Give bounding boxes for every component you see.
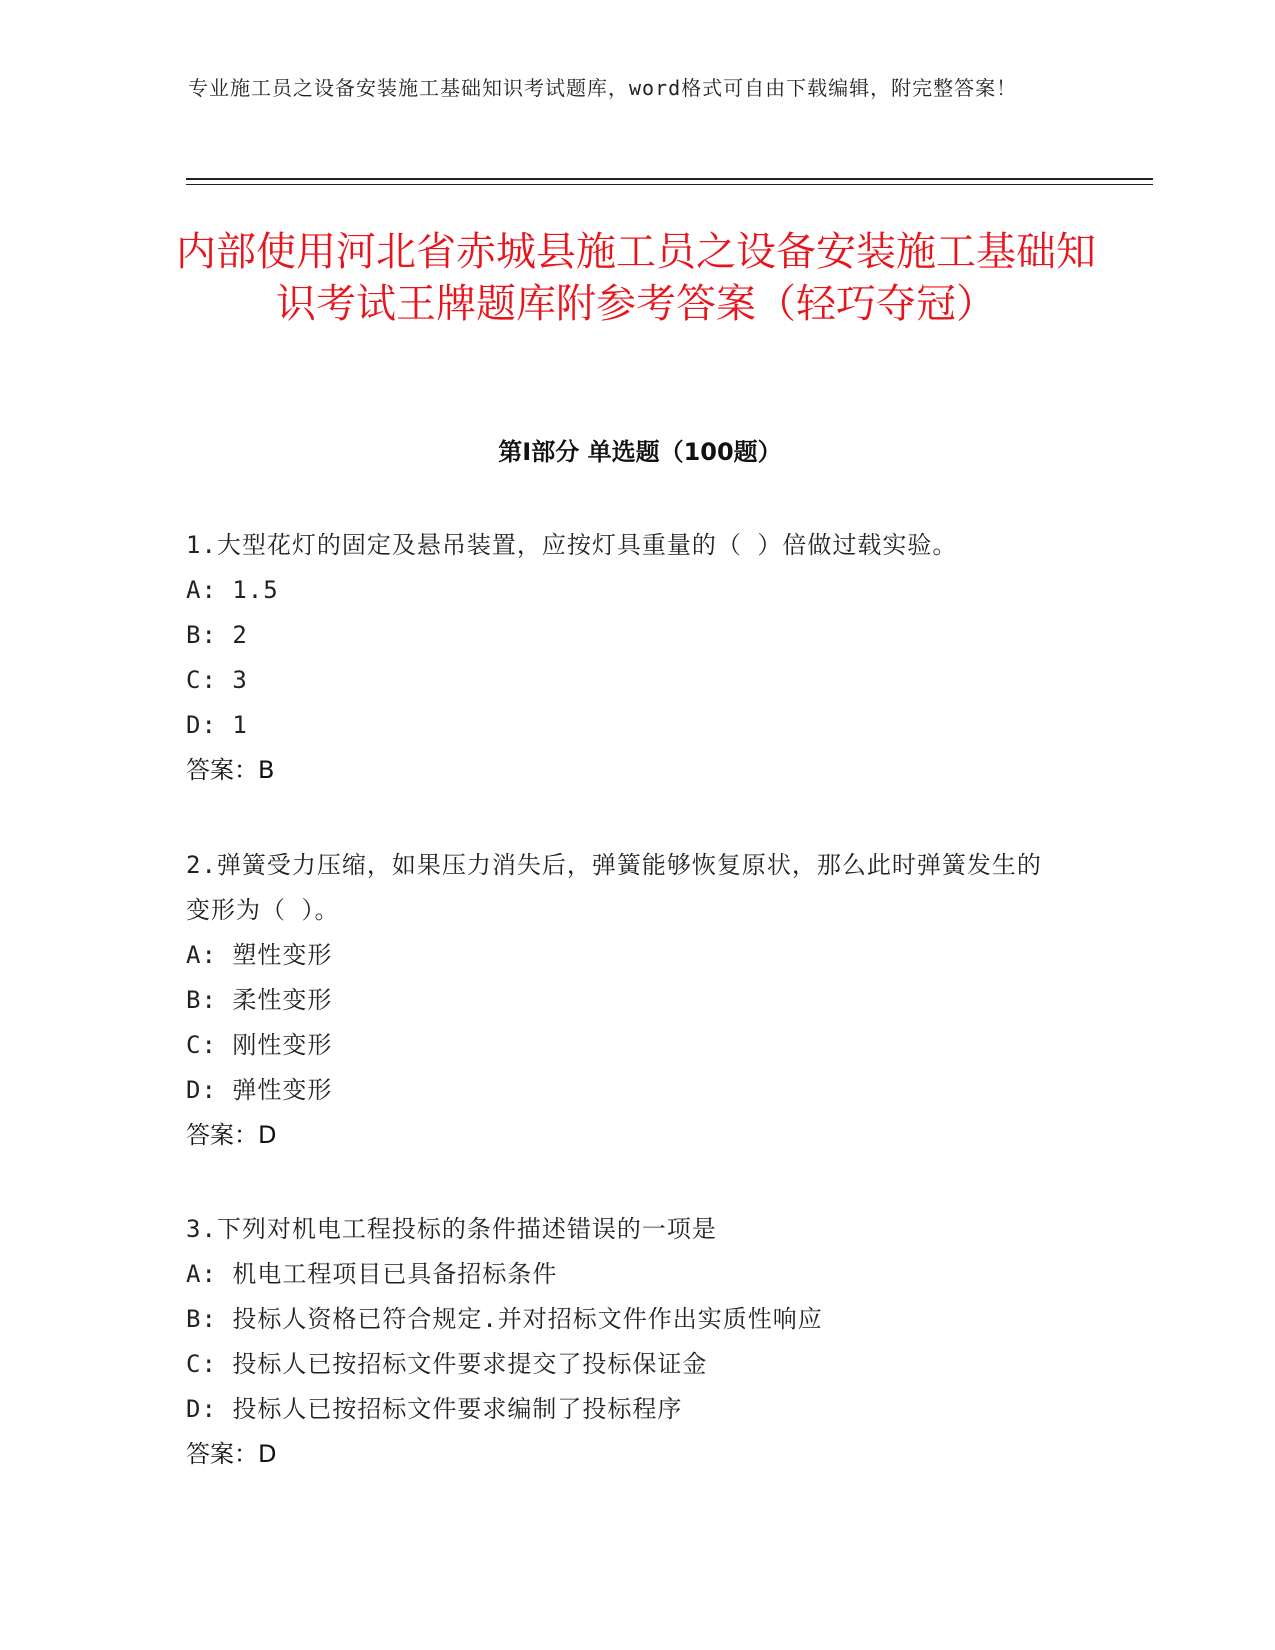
option-text: 柔性变形 <box>232 986 333 1014</box>
option-text: 投标人已按招标文件要求提交了投标保证金 <box>232 1350 708 1378</box>
answer-line: 答案：D <box>186 1121 277 1149</box>
option-letter: B: <box>186 1305 217 1333</box>
option-letter: B: <box>186 621 217 649</box>
option-text: 机电工程项目已具备招标条件 <box>232 1260 558 1288</box>
header-rule-thick <box>186 178 1153 180</box>
option-text: 投标人资格已符合规定.并对招标文件作出实质性响应 <box>232 1305 823 1333</box>
option-d <box>186 1387 1066 1432</box>
option-text: 2 <box>232 621 248 649</box>
section-heading: 第Ⅰ部分 单选题（100题） <box>498 438 782 466</box>
option-letter: A: <box>186 941 217 969</box>
option-letter: D: <box>186 1076 217 1104</box>
question-stem: 2.弹簧受力压缩，如果压力消失后，弹簧能够恢复原状，那么此时弹簧发生的变形为（ ）。 <box>186 851 1042 924</box>
option-text: 刚性变形 <box>232 1031 333 1059</box>
question-stem: 3.下列对机电工程投标的条件描述错误的一项是 <box>186 1215 717 1243</box>
answer-line: 答案：D <box>186 1440 277 1468</box>
option-text: 3 <box>232 666 248 694</box>
option-a <box>186 1252 1066 1297</box>
question-stem: 1.大型花灯的固定及悬吊装置，应按灯具重量的（ ）倍做过载实验。 <box>186 531 958 559</box>
option-letter: D: <box>186 1395 217 1423</box>
option-letter: A: <box>186 576 217 604</box>
question-2 <box>186 843 1066 1158</box>
answer-line: 答案：B <box>186 756 275 784</box>
option-letter: C: <box>186 666 217 694</box>
option-letter: C: <box>186 1350 217 1378</box>
header-note: 专业施工员之设备安装施工基础知识考试题库，word格式可自由下载编辑，附完整答案！ <box>188 76 1018 100</box>
option-d <box>186 703 1066 748</box>
option-letter: B: <box>186 986 217 1014</box>
option-a <box>186 568 1066 613</box>
option-c <box>186 1342 1066 1387</box>
option-b <box>186 978 1066 1023</box>
option-d <box>186 1068 1066 1113</box>
option-a <box>186 933 1066 978</box>
option-letter: C: <box>186 1031 217 1059</box>
option-text: 弹性变形 <box>232 1076 333 1104</box>
option-c <box>186 658 1066 703</box>
option-c <box>186 1023 1066 1068</box>
option-text: 塑性变形 <box>232 941 333 969</box>
document-title: 内部使用河北省赤城县施工员之设备安装施工基础知识考试王牌题库附参考答案（轻巧夺冠） <box>176 229 1096 327</box>
option-b <box>186 1297 1066 1342</box>
option-text: 投标人已按招标文件要求编制了投标程序 <box>232 1395 683 1423</box>
question-1 <box>186 523 1066 793</box>
option-b <box>186 613 1066 658</box>
option-text: 1.5 <box>232 576 279 604</box>
option-letter: A: <box>186 1260 217 1288</box>
option-text: 1 <box>232 711 248 739</box>
header-rule-thin <box>186 184 1153 185</box>
question-3 <box>186 1207 1066 1477</box>
option-letter: D: <box>186 711 217 739</box>
